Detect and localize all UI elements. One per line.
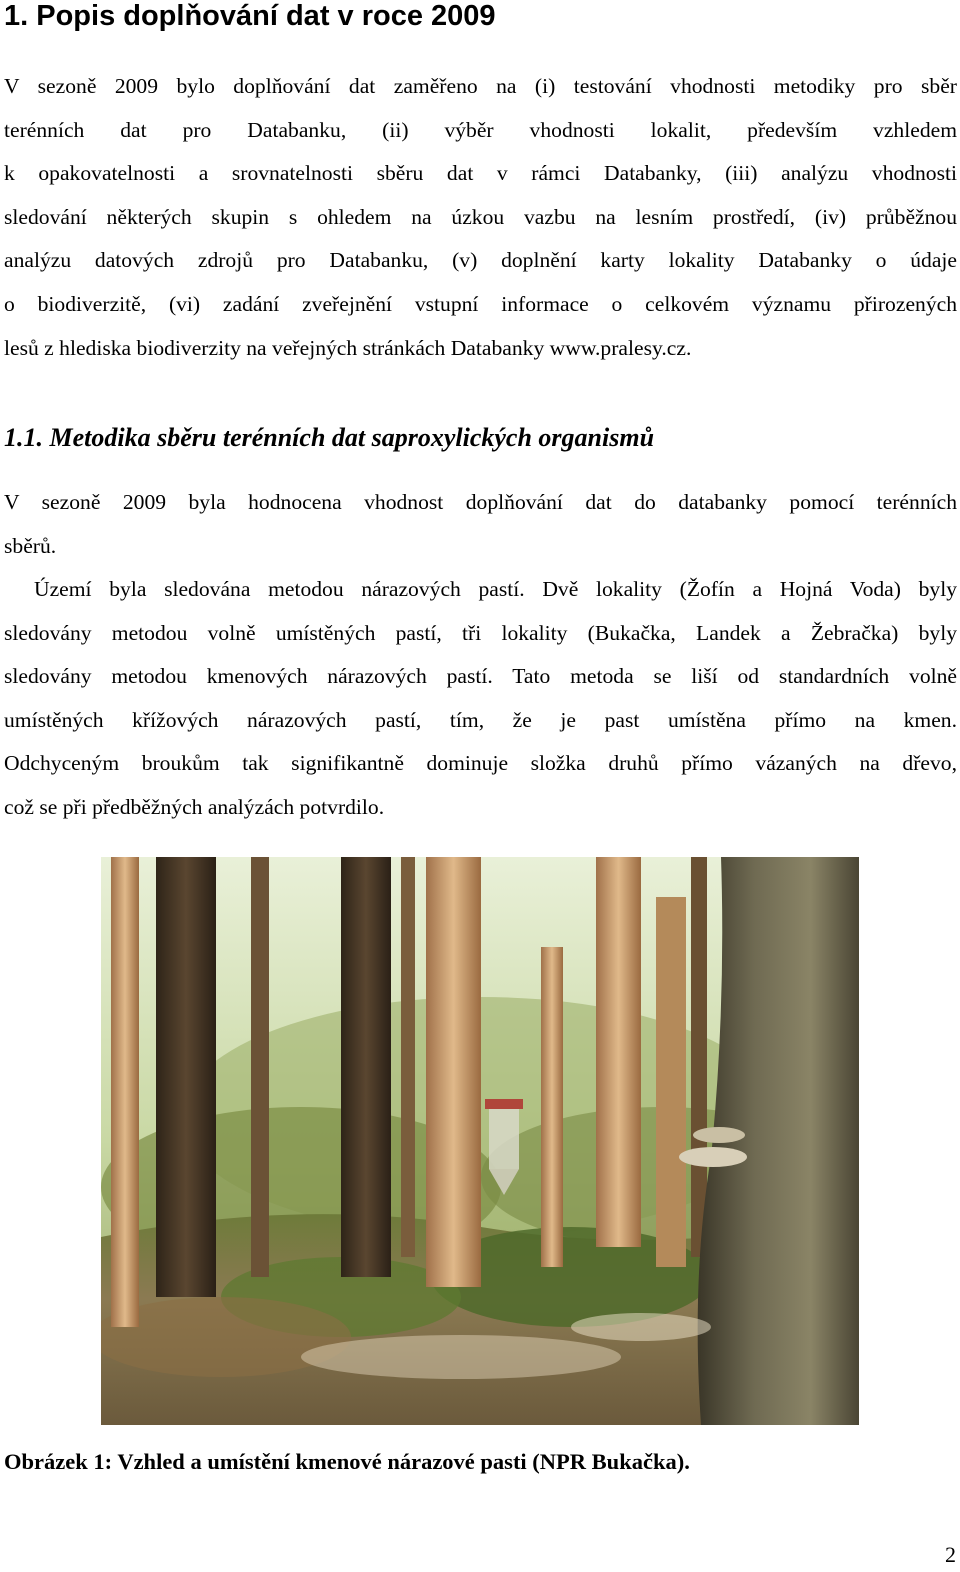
section-subheading: 1.1. Metodika sběru terénních dat saproxylických organismů <box>4 423 655 452</box>
forest-illustration <box>101 857 859 1425</box>
paragraph-line: V sezoně 2009 bylo doplňování dat zaměřeno na (i) testování vhodnosti metodiky pro sběr <box>4 74 957 98</box>
paragraph-line: terénních dat pro Databanku, (ii) výběr vhodnosti lokalit, především vzhledem <box>4 117 957 142</box>
paragraph-line: sběrů. <box>4 533 57 558</box>
method-paragraph <box>4 481 957 568</box>
paragraph-line: umístěných křížových nárazových pastí, tím, že je past umístěna přímo na kmen. <box>4 707 957 732</box>
figure-caption: Obrázek 1: Vzhled a umístění kmenové nárazové pasti (NPR Bukačka). <box>4 1449 690 1474</box>
paragraph-line: Území byla sledována metodou nárazových pastí. Dvě lokality (Žofín a Hojná Voda) byly <box>34 577 957 601</box>
paragraph-line: což se při předběžných analýzách potvrdilo. <box>4 794 385 819</box>
paragraph-line: analýzu datových zdrojů pro Databanku, (v) doplnění karty lokality Databanky o údaje <box>4 248 957 273</box>
paragraph-line: o biodiverzitě, (vi) zadání zveřejnění vstupní informace o celkovém významu přirozených <box>4 291 957 316</box>
paragraph-line: Odchyceným broukům tak signifikantně dominuje složka druhů přímo vázaných na dřevo, <box>4 751 957 776</box>
paragraph-line: sledovány metodou kmenových nárazových pastí. Tato metoda se liší od standardních volně <box>4 664 957 689</box>
traps-paragraph <box>4 568 957 830</box>
page-heading: 1. Popis doplňování dat v roce 2009 <box>4 0 496 32</box>
paragraph-line: sledování některých skupin s ohledem na úzkou vazbu na lesním prostředí, (iv) průběžnou <box>4 204 957 229</box>
paragraph-line: lesů z hlediska biodiverzity na veřejných stránkách Databanky www.pralesy.cz. <box>4 335 692 360</box>
intro-paragraph <box>4 65 957 370</box>
paragraph-line: k opakovatelnosti a srovnatelnosti sběru dat v rámci Databanky, (iii) analýzu vhodnosti <box>4 161 957 186</box>
paragraph-line: V sezoně 2009 byla hodnocena vhodnost doplňování dat do databanky pomocí terénních <box>4 490 957 514</box>
page-number: 2 <box>945 1542 956 1567</box>
forest-trap-photo <box>101 857 859 1425</box>
paragraph-line: sledovány metodou volně umístěných pastí, tři lokality (Bukačka, Landek a Žebračka) byly <box>4 620 957 645</box>
